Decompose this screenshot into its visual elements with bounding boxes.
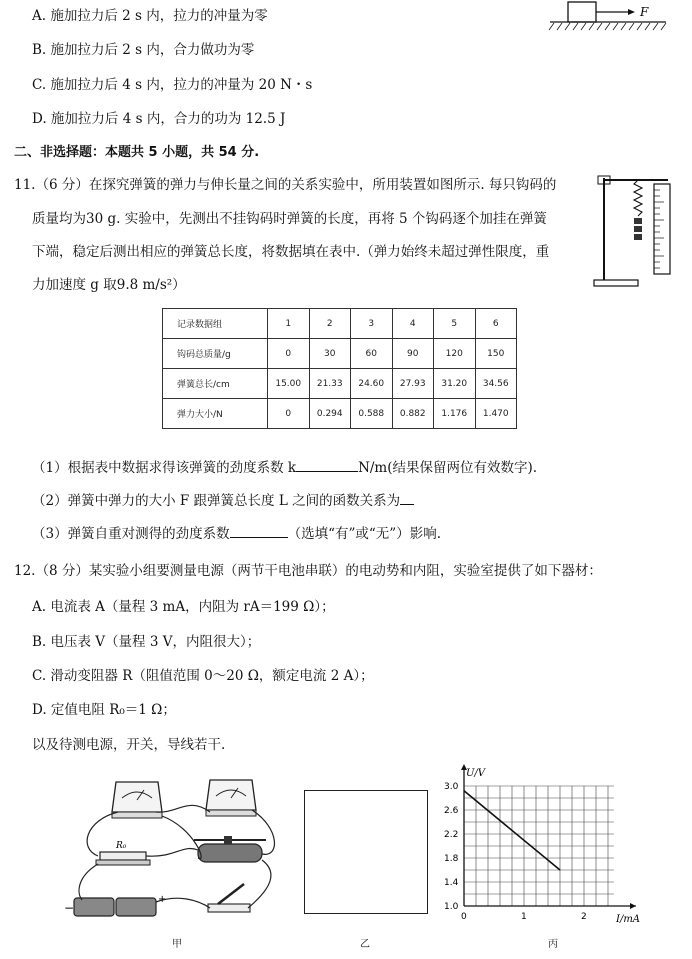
table-row <box>163 339 517 369</box>
stand-base <box>594 280 638 286</box>
table-cell: 弹力大小/N <box>163 399 268 429</box>
r0-label: R₀ <box>116 841 127 851</box>
voltmeter-icon <box>206 780 256 816</box>
q11-sub1-text: （1）根据表中数据求得该弹簧的劲度系数 k <box>32 460 297 476</box>
table-cell: 5 <box>434 309 476 339</box>
answer-blank <box>400 504 414 505</box>
answer-blank <box>296 471 358 472</box>
option-a: A. 施加拉力后 2 s 内，拉力的冲量为零 <box>32 8 268 24</box>
table-cell: 1.470 <box>475 399 517 429</box>
q11-sub2-text: （2）弹簧中弹力的大小 F 跟弹簧总长度 L 之间的函数关系为 <box>32 493 401 509</box>
table-row <box>163 309 517 339</box>
y-axis-label: U/V <box>466 768 486 779</box>
force-arrow-head <box>628 9 635 15</box>
table-cell: 31.20 <box>434 369 476 399</box>
u-i-graph <box>440 762 655 932</box>
q11-sub3 <box>32 524 441 544</box>
table-cell: 120 <box>434 339 476 369</box>
table-cell: 60 <box>351 339 393 369</box>
circuit-apparatus-figure <box>58 768 288 928</box>
q11-line-4: 力加速度 g 取9.8 m/s²） <box>32 277 186 293</box>
y-tick-label: 1.8 <box>444 854 459 864</box>
table-cell: 27.93 <box>392 369 434 399</box>
q11-line-1: 11.（6 分）在探究弹簧的弹力与伸长量之间的关系实验中，所用装置如图所示. 每只钩码的 <box>14 177 557 193</box>
y-tick-label: 2.2 <box>444 830 459 840</box>
table-cell: 钩码总质量/g <box>163 339 268 369</box>
q12-item-b: B. 电压表 V（量程 3 V，内阻很大）； <box>32 634 261 650</box>
option-c: C. 施加拉力后 4 s 内，拉力的冲量为 20 N・s <box>32 77 313 93</box>
y-tick-label: 1.0 <box>444 902 459 912</box>
spring <box>634 180 642 216</box>
svg-text:+: + <box>158 894 167 905</box>
figure-label-jia: 甲 <box>172 939 182 950</box>
block <box>568 2 596 22</box>
table-cell: 2 <box>309 309 351 339</box>
table-row <box>163 399 517 429</box>
answer-blank <box>230 537 288 538</box>
ruler-ticks <box>654 190 664 268</box>
table-cell: 34.56 <box>475 369 517 399</box>
switch-icon <box>208 884 250 912</box>
table-cell: 0.294 <box>309 399 351 429</box>
table-cell: 15.00 <box>268 369 310 399</box>
table-cell: 0.882 <box>392 399 434 429</box>
table-cell: 90 <box>392 339 434 369</box>
blank-diagram-box <box>304 790 428 914</box>
q12-outro: 以及待测电源，开关，导线若干. <box>32 737 226 753</box>
battery-pair-icon <box>64 894 166 916</box>
section-title: 二、非选择题：本题共 5 小题，共 54 分. <box>14 145 260 160</box>
table-cell: 0 <box>268 399 310 429</box>
force-label: F <box>640 5 649 19</box>
x-tick-label: 2 <box>581 912 587 922</box>
x-tick-label: 0 <box>461 912 467 922</box>
ammeter-icon <box>112 782 162 818</box>
table-cell: 150 <box>475 339 517 369</box>
hook-weights <box>634 218 642 240</box>
x-tick-label: 1 <box>521 912 527 922</box>
option-d: D. 施加拉力后 4 s 内，合力的功为 12.5 J <box>32 111 286 127</box>
y-tick-label: 2.6 <box>444 806 459 816</box>
table-cell: 4 <box>392 309 434 339</box>
graph-grid <box>464 786 614 906</box>
x-axis-arrow <box>630 903 636 909</box>
q12-item-a: A. 电流表 A（量程 3 mA，内阻为 rA＝199 Ω）； <box>32 599 335 615</box>
table-cell: 0.588 <box>351 399 393 429</box>
table-cell: 24.60 <box>351 369 393 399</box>
table-cell: 30 <box>309 339 351 369</box>
table-cell: 1 <box>268 309 310 339</box>
spring-stand-figure <box>590 170 680 292</box>
figure-label-yi: 乙 <box>360 939 370 950</box>
block-force-figure <box>548 0 668 34</box>
ground-hatch <box>549 23 666 30</box>
q12-item-c: C. 滑动变阻器 R（阻值范围 0～20 Ω，额定电流 2 A）； <box>32 668 374 684</box>
table-cell: 6 <box>475 309 517 339</box>
q11-line-2: 质量均为30 g. 实验中，先测出不挂钩码时弹簧的长度，再将 5 个钩码逐个加挂在弹簧 <box>32 211 547 227</box>
y-tick-label: 1.4 <box>444 878 459 888</box>
spring-data-table <box>162 308 517 429</box>
rheostat-icon <box>194 836 266 862</box>
graph-ticks <box>444 782 587 922</box>
q11-line-3: 下端，稳定后测出相应的弹簧总长度，将数据填在表中.（弹力始终未超过弹性限度，重 <box>32 244 550 260</box>
table-cell: 3 <box>351 309 393 339</box>
q11-sub2 <box>32 491 414 511</box>
q11-sub3-text: （3）弹簧自重对测得的劲度系数 <box>32 526 230 542</box>
ruler <box>654 184 670 274</box>
q12-item-d: D. 定值电阻 R₀＝1 Ω； <box>32 702 176 718</box>
q11-sub3-tail: （选填“有”或“无”）影响. <box>287 526 441 542</box>
y-tick-label: 3.0 <box>444 782 459 792</box>
option-b: B. 施加拉力后 2 s 内，合力做功为零 <box>32 42 255 58</box>
table-cell: 1.176 <box>434 399 476 429</box>
svg-text:−: − <box>64 901 75 915</box>
q11-sub1-unit: N/m(结果保留两位有效数字). <box>358 460 538 476</box>
table-cell: 弹簧总长/cm <box>163 369 268 399</box>
table-cell: 21.33 <box>309 369 351 399</box>
table-row <box>163 369 517 399</box>
table-cell: 0 <box>268 339 310 369</box>
q12-intro: 12.（8 分）某实验小组要测量电源（两节干电池串联）的电动势和内阻，实验室提供了如下器材： <box>14 563 602 579</box>
table-cell: 记录数据组 <box>163 309 268 339</box>
fixed-resistor-icon <box>96 852 150 865</box>
q11-sub1 <box>32 458 537 478</box>
figure-label-bing: 丙 <box>548 939 558 950</box>
x-axis-label: I/mA <box>616 914 641 925</box>
